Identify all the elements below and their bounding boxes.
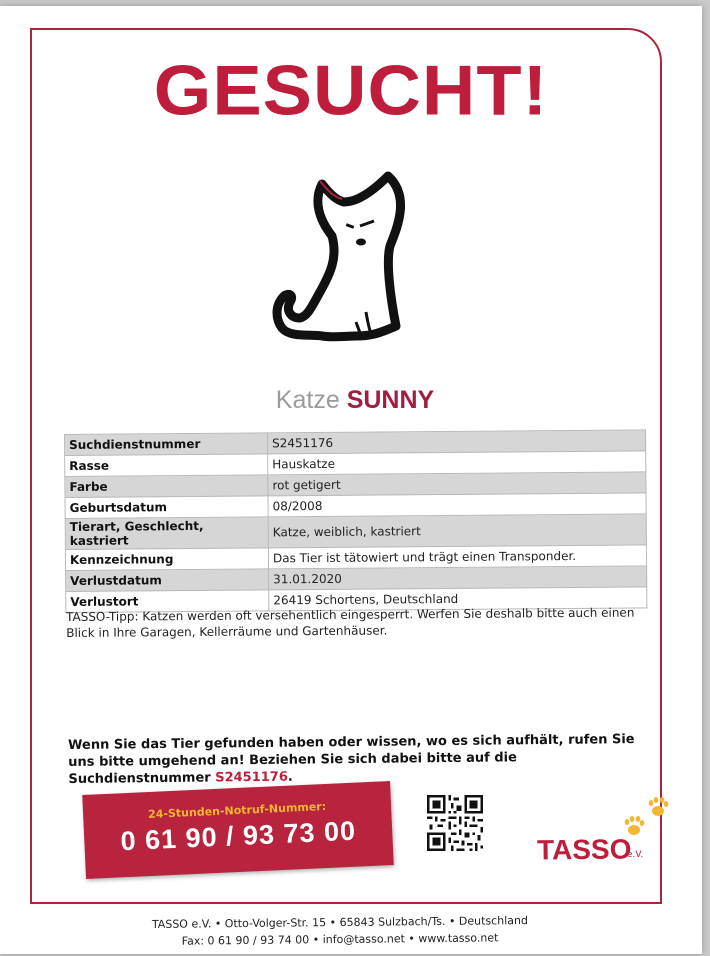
row-label: Suchdienstnummer xyxy=(65,433,268,456)
hotline-number[interactable]: 0 61 90 / 93 73 00 xyxy=(119,815,357,857)
poster-page xyxy=(0,6,702,954)
details-table xyxy=(64,429,647,613)
cat-silhouette-icon xyxy=(260,166,420,346)
pet-name: SUNNY xyxy=(346,386,435,414)
row-label: Verlustort xyxy=(66,590,269,613)
row-value: 08/2008 xyxy=(268,493,646,517)
pet-name-heading xyxy=(0,386,710,415)
cta-text: Wenn Sie das Tier gefunden haben oder wissen, wo es sich aufhält, rufen Sie uns bitte umgehend an! Beziehen Sie sich dabei bitte auf die Suchdienstnummer xyxy=(68,732,635,787)
row-value: 31.01.2020 xyxy=(269,566,647,590)
hotline-label: 24-Stunden-Notruf-Nummer: xyxy=(147,799,327,822)
row-value: Hauskatze xyxy=(268,451,646,475)
row-label: Verlustdatum xyxy=(66,569,269,592)
hotline-box xyxy=(82,781,393,879)
row-value: Das Tier ist tätowiert und trägt einen Transponder. xyxy=(268,545,646,569)
tasso-logo-suffix: e.V. xyxy=(627,850,644,860)
row-value: S2451176 xyxy=(267,430,645,454)
tasso-tip: TASSO-Tipp: Katzen werden oft versehentlich eingesperrt. Werfen Sie deshalb bitte auch einen Blick in Ihre Garagen, Kellerräume und Gartenhäuser. xyxy=(66,605,635,640)
table-row xyxy=(65,514,646,550)
row-label: Farbe xyxy=(65,475,268,498)
cta-search-number: S2451176 xyxy=(215,769,288,786)
row-label: Kennzeichnung xyxy=(65,548,268,571)
row-label: Tierart, Geschlecht, kastriert xyxy=(65,517,268,550)
qr-code-icon[interactable] xyxy=(427,795,483,851)
row-label: Rasse xyxy=(65,454,268,477)
poster-title: GESUCHT! xyxy=(153,51,549,130)
row-value: rot getigert xyxy=(268,472,646,496)
row-value: Katze, weiblich, kastriert xyxy=(268,514,646,548)
cta-end: . xyxy=(287,769,293,785)
footer-address: TASSO e.V. • Otto-Volger-Str. 15 • 65843 Sulzbach/Ts. • Deutschland xyxy=(151,914,528,931)
call-to-action xyxy=(68,731,639,788)
row-value: 26419 Schortens, Deutschland xyxy=(269,587,647,611)
tasso-logo: TASSO xyxy=(536,833,632,866)
footer xyxy=(0,910,680,951)
pet-species: Katze xyxy=(275,386,340,414)
row-label: Geburtsdatum xyxy=(65,496,268,519)
footer-contact: Fax: 0 61 90 / 93 74 00 • info@tasso.net • www.tasso.net xyxy=(181,931,499,948)
